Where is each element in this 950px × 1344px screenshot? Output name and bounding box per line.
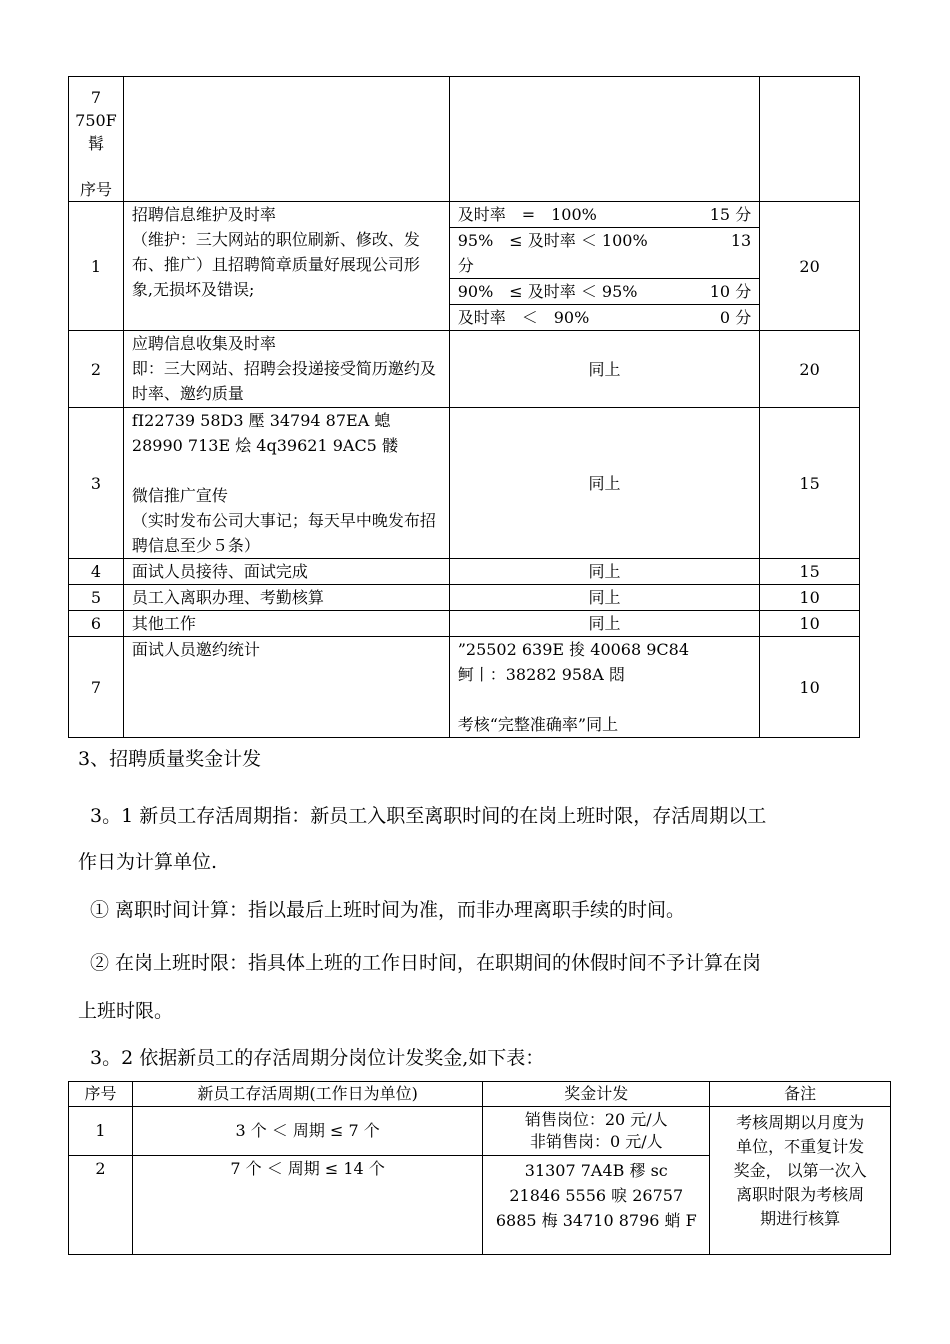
header-line: 髯 (87, 134, 104, 153)
clause-2: ② 在岗上班时限：指具体上班的工作日时间，在职期间的休假时间不予计算在岗 (90, 952, 762, 974)
remark-line: 单位，不重复计发 (736, 1137, 865, 1156)
kpi-table (68, 76, 860, 738)
row-no: 1 (69, 1107, 133, 1156)
standard-line (458, 687, 752, 712)
kpi-header-row (69, 77, 860, 202)
row-no: 3 (69, 408, 124, 559)
row-item (123, 202, 449, 331)
header-line: 7 (90, 88, 102, 107)
item-line: fI22739 58D3 壓 34794 87EA 螅 (131, 411, 391, 430)
bonus-header-row (69, 1082, 891, 1107)
row-period: 3 个 ＜ 周期 ≤ 7 个 (132, 1107, 482, 1156)
row-points: 15 (760, 559, 860, 585)
paragraph-3-2: 3。2 依据新员工的存活周期分岗位计发奖金,如下表： (90, 1047, 545, 1069)
bonus-line: 21846 5556 唳 26757 (509, 1186, 684, 1205)
row-period: 7 个 ＜ 周期 ≤ 14 个 (132, 1156, 482, 1255)
header-serial-cell (69, 77, 124, 202)
row-no: 7 (69, 637, 124, 738)
standard-line: 考核“完整准确率”同上 (457, 715, 619, 734)
bonus-line: 6885 梅 34710 8796 蛸 F (495, 1211, 697, 1230)
row-standard: 同上 (449, 611, 760, 637)
row-item: 面试人员接待、面试完成 (123, 559, 449, 585)
kpi-row (69, 637, 860, 738)
standard-line: 鲄丨：38282 958A 悶 (457, 665, 625, 684)
row-standard (449, 637, 760, 738)
remark-line: 考核周期以月度为 (736, 1113, 865, 1132)
paragraph-3-1: 3。1 新员工存活周期指：新员工入职至离职时间的在岗上班时限，存活周期以工 (90, 805, 767, 827)
header-line (69, 155, 123, 178)
item-line: 微信推广宣传 (131, 486, 228, 505)
row-bonus (483, 1156, 710, 1255)
item-line: （维护：三大网站的职位刷新、修改、发布、推广）且招聘简章质量好展现公司形象,无损坏及错误; (131, 230, 420, 299)
kpi-row (69, 611, 860, 637)
header-line: 750F (75, 111, 117, 130)
row-no: 1 (69, 202, 124, 331)
bonus-line: 31307 7A4B 穋 sc (524, 1161, 668, 1180)
item-line: 应聘信息收集及时率 (131, 334, 276, 353)
header-no: 序号 (69, 1082, 133, 1107)
row-standard: 同上 (449, 331, 760, 408)
row-no: 4 (69, 559, 124, 585)
row-points: 15 (760, 408, 860, 559)
row-item (123, 331, 449, 408)
item-line: （实时发布公司大事记；每天早中晚发布招聘信息至少５条） (131, 511, 436, 555)
row-item: 员工入离职办理、考勤核算 (123, 585, 449, 611)
header-item-cell (123, 77, 449, 202)
row-no: 5 (69, 585, 124, 611)
row-no: 2 (69, 1156, 133, 1255)
header-remark: 备注 (710, 1082, 891, 1107)
header-period: 新员工存活周期(工作日为单位) (132, 1082, 482, 1107)
row-no: 2 (69, 331, 124, 408)
criteria-line: 及时率 ＜ 90% 0 分 (457, 308, 752, 327)
row-points: 10 (760, 585, 860, 611)
remark-line: 离职时限为考核周 (736, 1185, 865, 1204)
remark-cell (710, 1107, 891, 1255)
bonus-row (69, 1107, 891, 1156)
item-line: 招聘信息维护及时率 (131, 205, 276, 224)
criteria-line: 90% ≤ 及时率 ＜ 95% 10 分 (450, 279, 760, 305)
row-item: 面试人员邀约统计 (123, 637, 449, 738)
kpi-row (69, 408, 860, 559)
criteria-table (450, 202, 760, 330)
bonus-line: 销售岗位：20 元/人 (524, 1110, 668, 1129)
remark-line: 奖金， 以第一次入 (733, 1161, 867, 1180)
header-points-cell (760, 77, 860, 202)
row-standard: 同上 (449, 408, 760, 559)
clause-1: ① 离职时间计算：指以最后上班时间为准，而非办理离职手续的时间。 (90, 899, 686, 921)
header-standard-cell (449, 77, 760, 202)
header-bonus: 奖金计发 (483, 1082, 710, 1107)
remark-line: 期进行核算 (760, 1209, 841, 1228)
section-heading: 3、招聘质量奖金计发 (78, 748, 262, 770)
item-line (132, 458, 441, 483)
standard-line: ”25502 639E 捘 40068 9C84 (457, 640, 690, 659)
item-line: 28990 713E 烩 4q39621 9AC5 髅 (131, 436, 398, 455)
kpi-row (69, 202, 860, 331)
row-bonus (483, 1107, 710, 1156)
paragraph-3-1-continued: 作日为计算单位. (78, 851, 218, 873)
kpi-row (69, 585, 860, 611)
row-criteria (449, 202, 760, 331)
row-standard: 同上 (449, 585, 760, 611)
criteria-line: 95% ≤ 及时率 ＜ 100% 13 分 (450, 228, 760, 279)
clause-2-continued: 上班时限。 (78, 1000, 174, 1022)
item-line: 即：三大网站、招聘会投递接受简历邀约及时率、邀约质量 (131, 359, 436, 403)
row-item (123, 408, 449, 559)
criteria-line: 及时率 = 100% 15 分 (450, 202, 760, 228)
row-points: 20 (760, 331, 860, 408)
bonus-line: 非销售岗：0 元/人 (529, 1132, 663, 1151)
row-standard: 同上 (449, 559, 760, 585)
row-points: 20 (760, 202, 860, 331)
header-line: 序号 (79, 180, 112, 199)
row-points: 10 (760, 637, 860, 738)
row-no: 6 (69, 611, 124, 637)
kpi-row (69, 559, 860, 585)
kpi-row (69, 331, 860, 408)
row-points: 10 (760, 611, 860, 637)
row-item: 其他工作 (123, 611, 449, 637)
bonus-table (68, 1081, 891, 1255)
